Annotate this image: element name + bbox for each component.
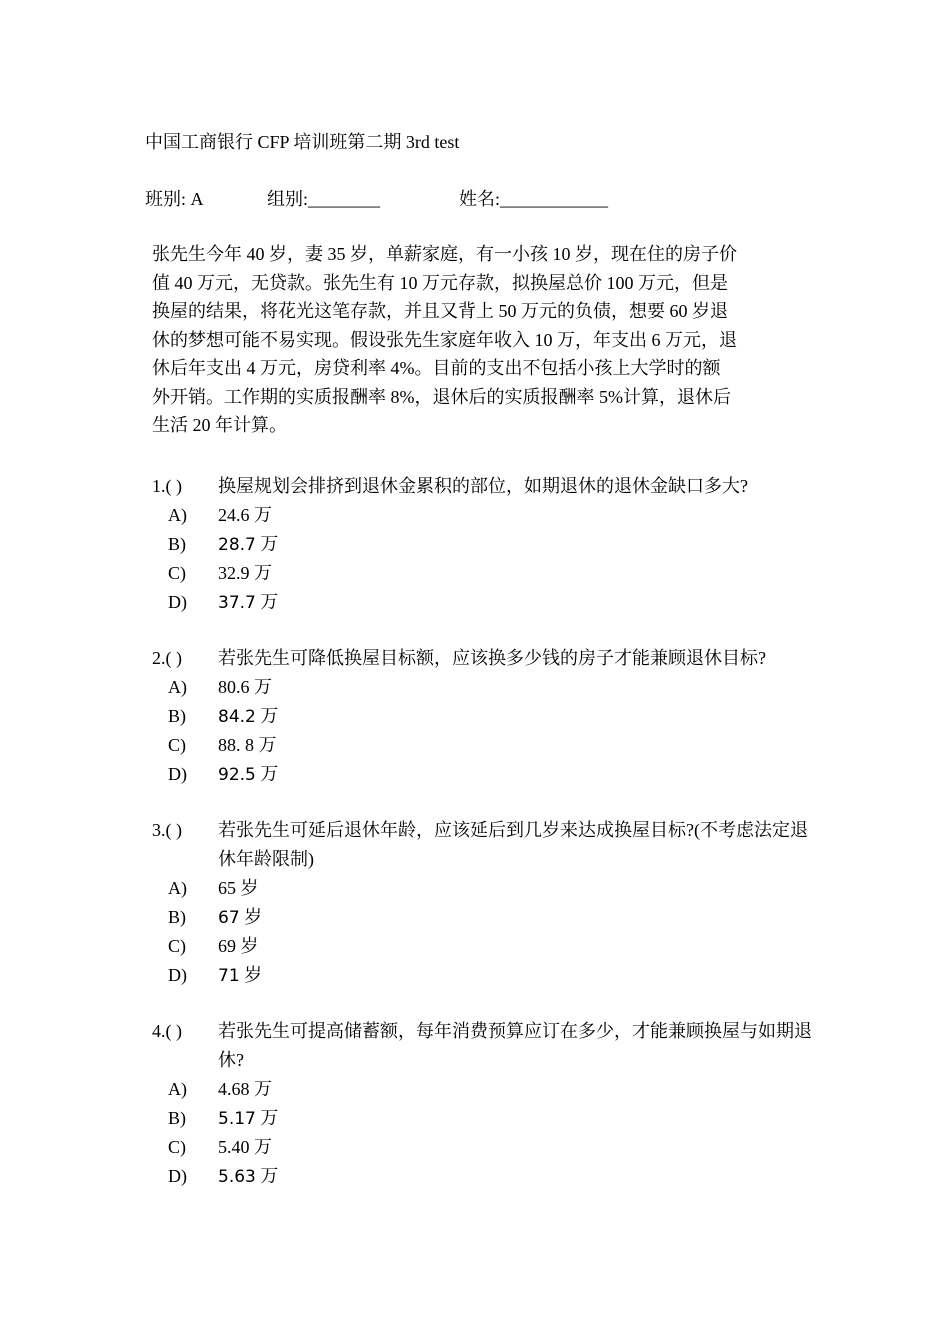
option-c <box>152 731 817 760</box>
option-letter: A) <box>168 505 187 525</box>
class-label: 班别: A <box>145 189 204 209</box>
question-number: 2.( ) <box>152 648 182 668</box>
question-4 <box>152 1017 817 1191</box>
option-letter: A) <box>168 1079 187 1099</box>
option-unit: 岁 <box>236 936 259 956</box>
option-c <box>152 932 817 961</box>
option-value: 80.6 <box>218 677 250 697</box>
case-description: 张先生今年 40 岁，妻 35 岁，单薪家庭，有一小孩 10 岁，现在住的房子价值 40 万元，无贷款。张先生有 10 万元存款，拟换屋总价 100 万元，但是换屋的结果，将花光这笔存款，并且又背上 50 万元的负债，想要 60 岁退休的梦想可能不易实现。假设张先生家庭年收入 10 万，年支出 6 万元，退休后年支出 4 万元，房贷利率 4%。目前的支出不包括小孩上大学时的额外开销。工作期的实质报酬率 8%，退休后的实质报酬率 5%计算，退休后生活 20 年计算。 <box>152 244 737 435</box>
option-letter: C) <box>168 563 186 583</box>
option-letter: D) <box>168 764 187 784</box>
option-letter: D) <box>168 965 187 985</box>
option-letter: B) <box>168 1108 186 1128</box>
option-unit: 岁 <box>239 907 263 927</box>
question-number: 4.( ) <box>152 1021 182 1041</box>
option-unit: 万 <box>249 563 272 583</box>
option-value: 32.9 <box>218 563 250 583</box>
question-3 <box>152 816 817 990</box>
option-value: 92.5 <box>218 765 256 785</box>
question-number: 3.( ) <box>152 820 182 840</box>
group-label: 组别:________ <box>267 189 381 209</box>
question-text: 若张先生可提高储蓄额，每年消费预算应订在多少，才能兼顾换屋与如期退休? <box>218 1021 812 1070</box>
option-value: 24.6 <box>218 505 250 525</box>
option-a <box>152 501 817 530</box>
option-d <box>152 961 817 990</box>
option-b <box>152 530 817 559</box>
option-value: 5.63 <box>218 1167 256 1187</box>
option-unit: 万 <box>255 706 279 726</box>
option-d <box>152 588 817 617</box>
option-letter: A) <box>168 878 187 898</box>
option-letter: C) <box>168 936 186 956</box>
option-b <box>152 903 817 932</box>
option-b <box>152 1104 817 1133</box>
option-letter: C) <box>168 1137 186 1157</box>
option-unit: 万 <box>255 1166 279 1186</box>
option-unit: 万 <box>255 534 279 554</box>
option-a <box>152 874 817 903</box>
question-1 <box>152 472 817 617</box>
option-value: 65 <box>218 878 236 898</box>
option-unit: 岁 <box>236 878 259 898</box>
option-letter: D) <box>168 592 187 612</box>
option-unit: 万 <box>255 1108 279 1128</box>
option-letter: C) <box>168 735 186 755</box>
question-2 <box>152 644 817 789</box>
option-value: 88. 8 <box>218 735 254 755</box>
option-value: 69 <box>218 936 236 956</box>
option-letter: A) <box>168 677 187 697</box>
document-title: 中国工商银行 CFP 培训班第二期 3rd test <box>145 132 460 152</box>
question-text: 换屋规划会排挤到退休金累积的部位，如期退休的退休金缺口多大? <box>218 476 748 496</box>
option-unit: 万 <box>249 1079 272 1099</box>
option-letter: B) <box>168 534 186 554</box>
question-text: 若张先生可降低换屋目标额，应该换多少钱的房子才能兼顾退休目标? <box>218 648 766 668</box>
option-unit: 万 <box>249 1137 272 1157</box>
option-value: 37.7 <box>218 593 256 613</box>
option-unit: 万 <box>249 505 272 525</box>
option-unit: 万 <box>249 677 272 697</box>
option-letter: B) <box>168 907 186 927</box>
option-value: 4.68 <box>218 1079 250 1099</box>
name-label: 姓名:____________ <box>459 189 609 209</box>
question-text: 若张先生可延后退休年龄，应该延后到几岁来达成换屋目标?(不考虑法定退休年龄限制) <box>218 820 808 869</box>
option-value: 5.40 <box>218 1137 250 1157</box>
question-number: 1.( ) <box>152 476 182 496</box>
option-value: 5.17 <box>218 1109 256 1129</box>
option-unit: 岁 <box>239 965 263 985</box>
option-a <box>152 673 817 702</box>
option-letter: D) <box>168 1166 187 1186</box>
option-b <box>152 702 817 731</box>
option-value: 28.7 <box>218 535 256 555</box>
option-value: 71 <box>218 966 240 986</box>
option-c <box>152 559 817 588</box>
option-value: 84.2 <box>218 707 256 727</box>
option-d <box>152 760 817 789</box>
option-unit: 万 <box>255 592 279 612</box>
option-value: 67 <box>218 908 240 928</box>
option-c <box>152 1133 817 1162</box>
option-a <box>152 1075 817 1104</box>
option-d <box>152 1162 817 1191</box>
option-unit: 万 <box>254 735 277 755</box>
option-unit: 万 <box>255 764 279 784</box>
option-letter: B) <box>168 706 186 726</box>
